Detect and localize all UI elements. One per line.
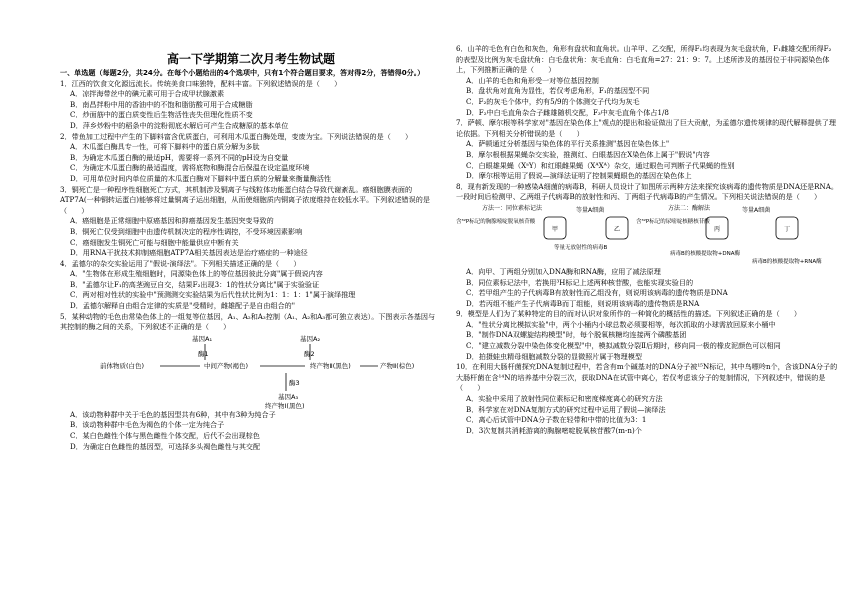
product1-label: 终产物Ⅰ(黑色): [265, 401, 305, 409]
label-p32-u: 含³²P标记的尿嘧啶核糖核苷酸: [636, 218, 710, 225]
answer-option: B．为确定木瓜蛋白酶的最适pH，需要将一系列不同的pH设为自变量: [70, 152, 289, 162]
question-text: 1．江西的饮食文化源远流长。传统美食口味独特，配料丰富。下列叙述错误的是（ ）: [60, 78, 342, 88]
label-virus: 等量无放射性的病毒B: [554, 244, 608, 251]
question-text: 2．带鱼加工过程中产生的下脚料富含优质蛋白，可利用木瓜蛋白酶处理，变废为宝。下列说法错误的是（ ）: [60, 131, 413, 141]
answer-option: D．用RNA干扰技术抑制癌细胞ATP7A相关基因表达是治疗癌症的一种途径: [70, 248, 308, 258]
precursor-label: 前体物质(白色): [100, 361, 145, 370]
question-text: 7．萨顿、摩尔根等科学家对"基因在染色体上"观点的提出和验证做出了巨大贡献，为孟德尔遗传规律的现代解释提供了理论依据。下列相关分析错误的是（ ）: [456, 118, 836, 138]
gene1-label: 基因A₁: [192, 334, 213, 343]
answer-option: B．该动物种群中毛色为褐色的个体一定为纯合子: [70, 420, 225, 430]
answer-option: B．铜死亡仅受到细胞中由遗传机制决定的程序性调控，不受环境因素影响: [70, 226, 303, 236]
answer-option: A．萨顿通过分析基因与染色体的平行关系推测"基因在染色体上": [466, 139, 670, 149]
answer-option: C．炒面筋中的蛋白质变性后生物活性丧失但理化性质不变: [70, 110, 253, 120]
enzyme2-label: 酶2: [304, 349, 315, 358]
answer-option: D．F₂中白毛直角杂合子雌雄随机交配，F₃中灰毛直角个体占1/8: [466, 107, 669, 117]
answer-option: B．"制作DNA双螺旋结构模型"时，每个脱氧核糖均连接两个磷酸基团: [466, 330, 687, 340]
section-heading: 一、单选题（每题2分，共24分。在每个小题给出的4个选项中，只有1个符合题目要求，答对得2分，答错得0分。）: [60, 68, 425, 77]
label-rnase: 病毒B的核酸提取物+RNA酶: [752, 258, 822, 265]
question-text: 5．某种动物的毛色由常染色体上的一组复等位基因，A₁、A₂和A₃控制（A₁、A₂和A₃都可独立表达）。下图表示各基因与其控制的酶之间的关系，下列叙述不正确的是（ ）: [60, 311, 436, 332]
answer-option: D．3次复制共消耗游离的胸腺嘧啶脱氧核苷酸7(m-n)个: [466, 425, 642, 435]
question-text: 3．铜死亡是一种程序性细胞死亡方式，其机制涉及铜离子与线粒体功能蛋白结合导致代谢紊乱。癌细胞膜表面的ATP7A(一种铜转运蛋白)能够将过量铜离子运出细胞，从而使细胞质内铜离子浓度维持在较低水平。下列叙述错误的是（ ）: [60, 184, 430, 215]
answer-option: C．白眼雄果蝇（XᵃY）和红眼雌果蝇（XᴬXᴬ）杂交，通过眼色可判断子代果蝇的性别: [466, 160, 735, 170]
answer-option: C．癌细胞发生铜死亡可能与细胞中能量供应中断有关: [70, 237, 239, 247]
enzyme3-label: 酶3: [289, 378, 300, 387]
answer-option: C．某白色雌性个体与黑色雌性个体交配，后代不会出现棕色: [70, 431, 260, 441]
gene-enzyme-diagram: [60, 333, 442, 409]
answer-option: B．南昌拌粉中用的香油中的不饱和脂肪酸可用于合成糖脂: [70, 99, 253, 109]
answer-option: A．"性状分离比模拟实验"中，两个小桶内小球总数必须要相等，每次抓取的小球需放回原来小桶中: [466, 319, 776, 329]
answer-option: A．木瓜蛋白酶具专一性，可将下脚料中的蛋白质分解为多肽: [70, 142, 260, 152]
bacteria-label-1: 等量A细菌: [576, 206, 605, 214]
label-p32-t: 含³²P标记的胸腺嘧啶脱氧核苷酸: [456, 218, 536, 225]
method2-label: 方法二：酶解法: [668, 204, 711, 212]
answer-option: A．该动物种群中关于毛色的基因型共有6种，其中有3种为纯合子: [70, 409, 276, 419]
answer-option: C．为确定木瓜蛋白酶的最适温度，需将底物和酶混合后保温在设定温度环境: [70, 163, 310, 173]
answer-option: A．癌细胞是正常细胞中原癌基因和抑癌基因发生基因突变导致的: [70, 216, 274, 226]
answer-option: C．两对相对性状的实验中"预测测交实验结果为后代性状比例为1：1：1：1"属于演绎推理: [70, 290, 356, 300]
answer-option: B．"孟德尔让F₁的高茎豌豆自交，结果F₂出现3：1的性状分离比"属于实验验证: [70, 279, 320, 289]
left-column: [60, 68, 442, 452]
virus-experiment-diagram: [456, 203, 838, 267]
answer-option: C．F₂的灰毛个体中，约有5/9的个体测交子代均为灰毛: [466, 96, 640, 106]
label-jia: 甲: [552, 225, 559, 233]
label-bing: 丙: [714, 225, 721, 233]
answer-option: A．实验中采用了放射性同位素标记和密度梯度离心的研究方法: [466, 394, 663, 404]
answer-option: A．凉拌海带丝中的碘元素可用于合成甲状腺激素: [70, 89, 225, 99]
bacteria-label-2: 等量A细菌: [742, 206, 771, 214]
answer-option: D．孟德尔解释自由组合定律的实质是"受精时，雌雄配子是自由组合的": [70, 301, 296, 311]
answer-option: D．拍摄蛙虫精母细胞减数分裂的显微照片属于物理模型: [466, 351, 642, 361]
answer-option: D．若丙组不能产生子代病毒B而丁组能，则说明该病毒的遗传物质是RNA: [466, 298, 700, 308]
question-text: 4．孟德尔的杂交实验运用了"假说-演绎法"。下列相关描述正确的是（ ）: [60, 258, 301, 268]
answer-option: A．"生物体在形成生殖细胞时，同源染色体上的等位基因彼此分离"属于假说内容: [70, 269, 323, 279]
label-dnase: 病毒B的核酸提取物+DNA酶: [670, 250, 740, 257]
answer-option: C．若甲组产生的子代病毒B有放射性而乙组没有，则说明该病毒的遗传物质是DNA: [466, 288, 728, 298]
page-title: 高一下学期第二次月考生物试题: [166, 52, 335, 66]
question-text: 8．现有新发现的一种感染A细菌的病毒B，科研人员设计了如图所示两种方法来探究该病毒的遗传物质是DNA还是RNA。一段时间后检测甲、乙两组子代病毒B的放射性和丙、丁两组子代病毒B的产生情况。下列相关说法错误的是（ ）: [456, 181, 838, 202]
right-column: [456, 44, 838, 436]
question-text: 10．在利用大肠杆菌探究DNA复制过程中，若含有m个碱基对的DNA分子被¹⁵N标记，其中鸟嘌呤n个，含该DNA分子的大肠杆菌在含¹⁴N的培养基中分裂三次，获取DNA在试管中离心，若仅考虑该分子的复制情况，下列叙述中，错误的是（ ）: [456, 362, 838, 393]
answer-option: D．为确定白色雌性的基因型，可选择多头褐色雌性与其交配: [70, 441, 261, 451]
answer-option: D．萍乡炒粉中的稻条中的淀粉彻底水解后可产生合成糖原的基本单位: [70, 120, 289, 130]
product3-label: 终产物Ⅱ(黑色): [310, 361, 351, 370]
answer-option: D．摩尔根等运用了假说—演绎法证明了控制果蝇眼色的基因在染色体上: [466, 171, 692, 181]
answer-option: D．可用单位时间内单位质量的木瓜蛋白酶对下脚料中蛋白质的分解量来衡量酶活性: [70, 173, 332, 183]
answer-option: B．盘状角对直角为显性，若仅考虑角形，F₁的基因型不同: [466, 86, 650, 96]
question-text: 6．山羊的毛色有白色和灰色，角形有盘状和直角状。山羊甲、乙交配，所得F₁均表现为灰毛盘状角，F₁雌雄交配所得F₂的表型及比例为灰毛盘状角：白毛盘状角：灰毛直角：白毛直角=27：21：9：7。上述所涉及的基因位于非同源染色体上，下列推断正确的是（ ）: [456, 44, 832, 75]
mid-label: 中间产物(褐色): [204, 361, 249, 370]
method1-label: 方法一：同位素标记法: [482, 204, 543, 212]
answer-option: C．离心后试管中DNA分子数在轻带和中带的比值为3：1: [466, 415, 647, 425]
answer-option: A．山羊的毛色和角形受一对等位基因控制: [466, 75, 599, 85]
product2-label: 产物Ⅱ(棕色): [380, 361, 415, 370]
question-text: 9．模型是人们为了某种特定的目的而对认识对象所作的一种简化的概括性的描述。下列叙述正确的是（ ）: [456, 309, 802, 319]
enzyme1-label: 酶1: [198, 349, 209, 358]
answer-option: B．摩尔根根据果蝇杂交实验，推测红、白眼基因在X染色体上属于"假说"内容: [466, 149, 710, 159]
gene3-label: 基因A₃: [278, 392, 299, 401]
label-ding: 丁: [784, 225, 791, 233]
answer-option: A．向甲、丁两组分别加入DNA酶和RNA酶，应用了减法原理: [466, 266, 661, 276]
answer-option: B．科学家在对DNA复制方式的研究过程中运用了假说—演绎法: [466, 404, 666, 414]
gene2-label: 基因A₂: [300, 334, 321, 343]
answer-option: B．同位素标记法中，若换用³H标记上述两种核苷酸，也能实现实验目的: [466, 277, 694, 287]
label-yi: 乙: [614, 225, 621, 233]
answer-option: C．"建立减数分裂中染色体变化模型"中，模拟减数分裂Ⅱ后期时，移向同一极的橡皮泥颜色可以相同: [466, 341, 781, 351]
